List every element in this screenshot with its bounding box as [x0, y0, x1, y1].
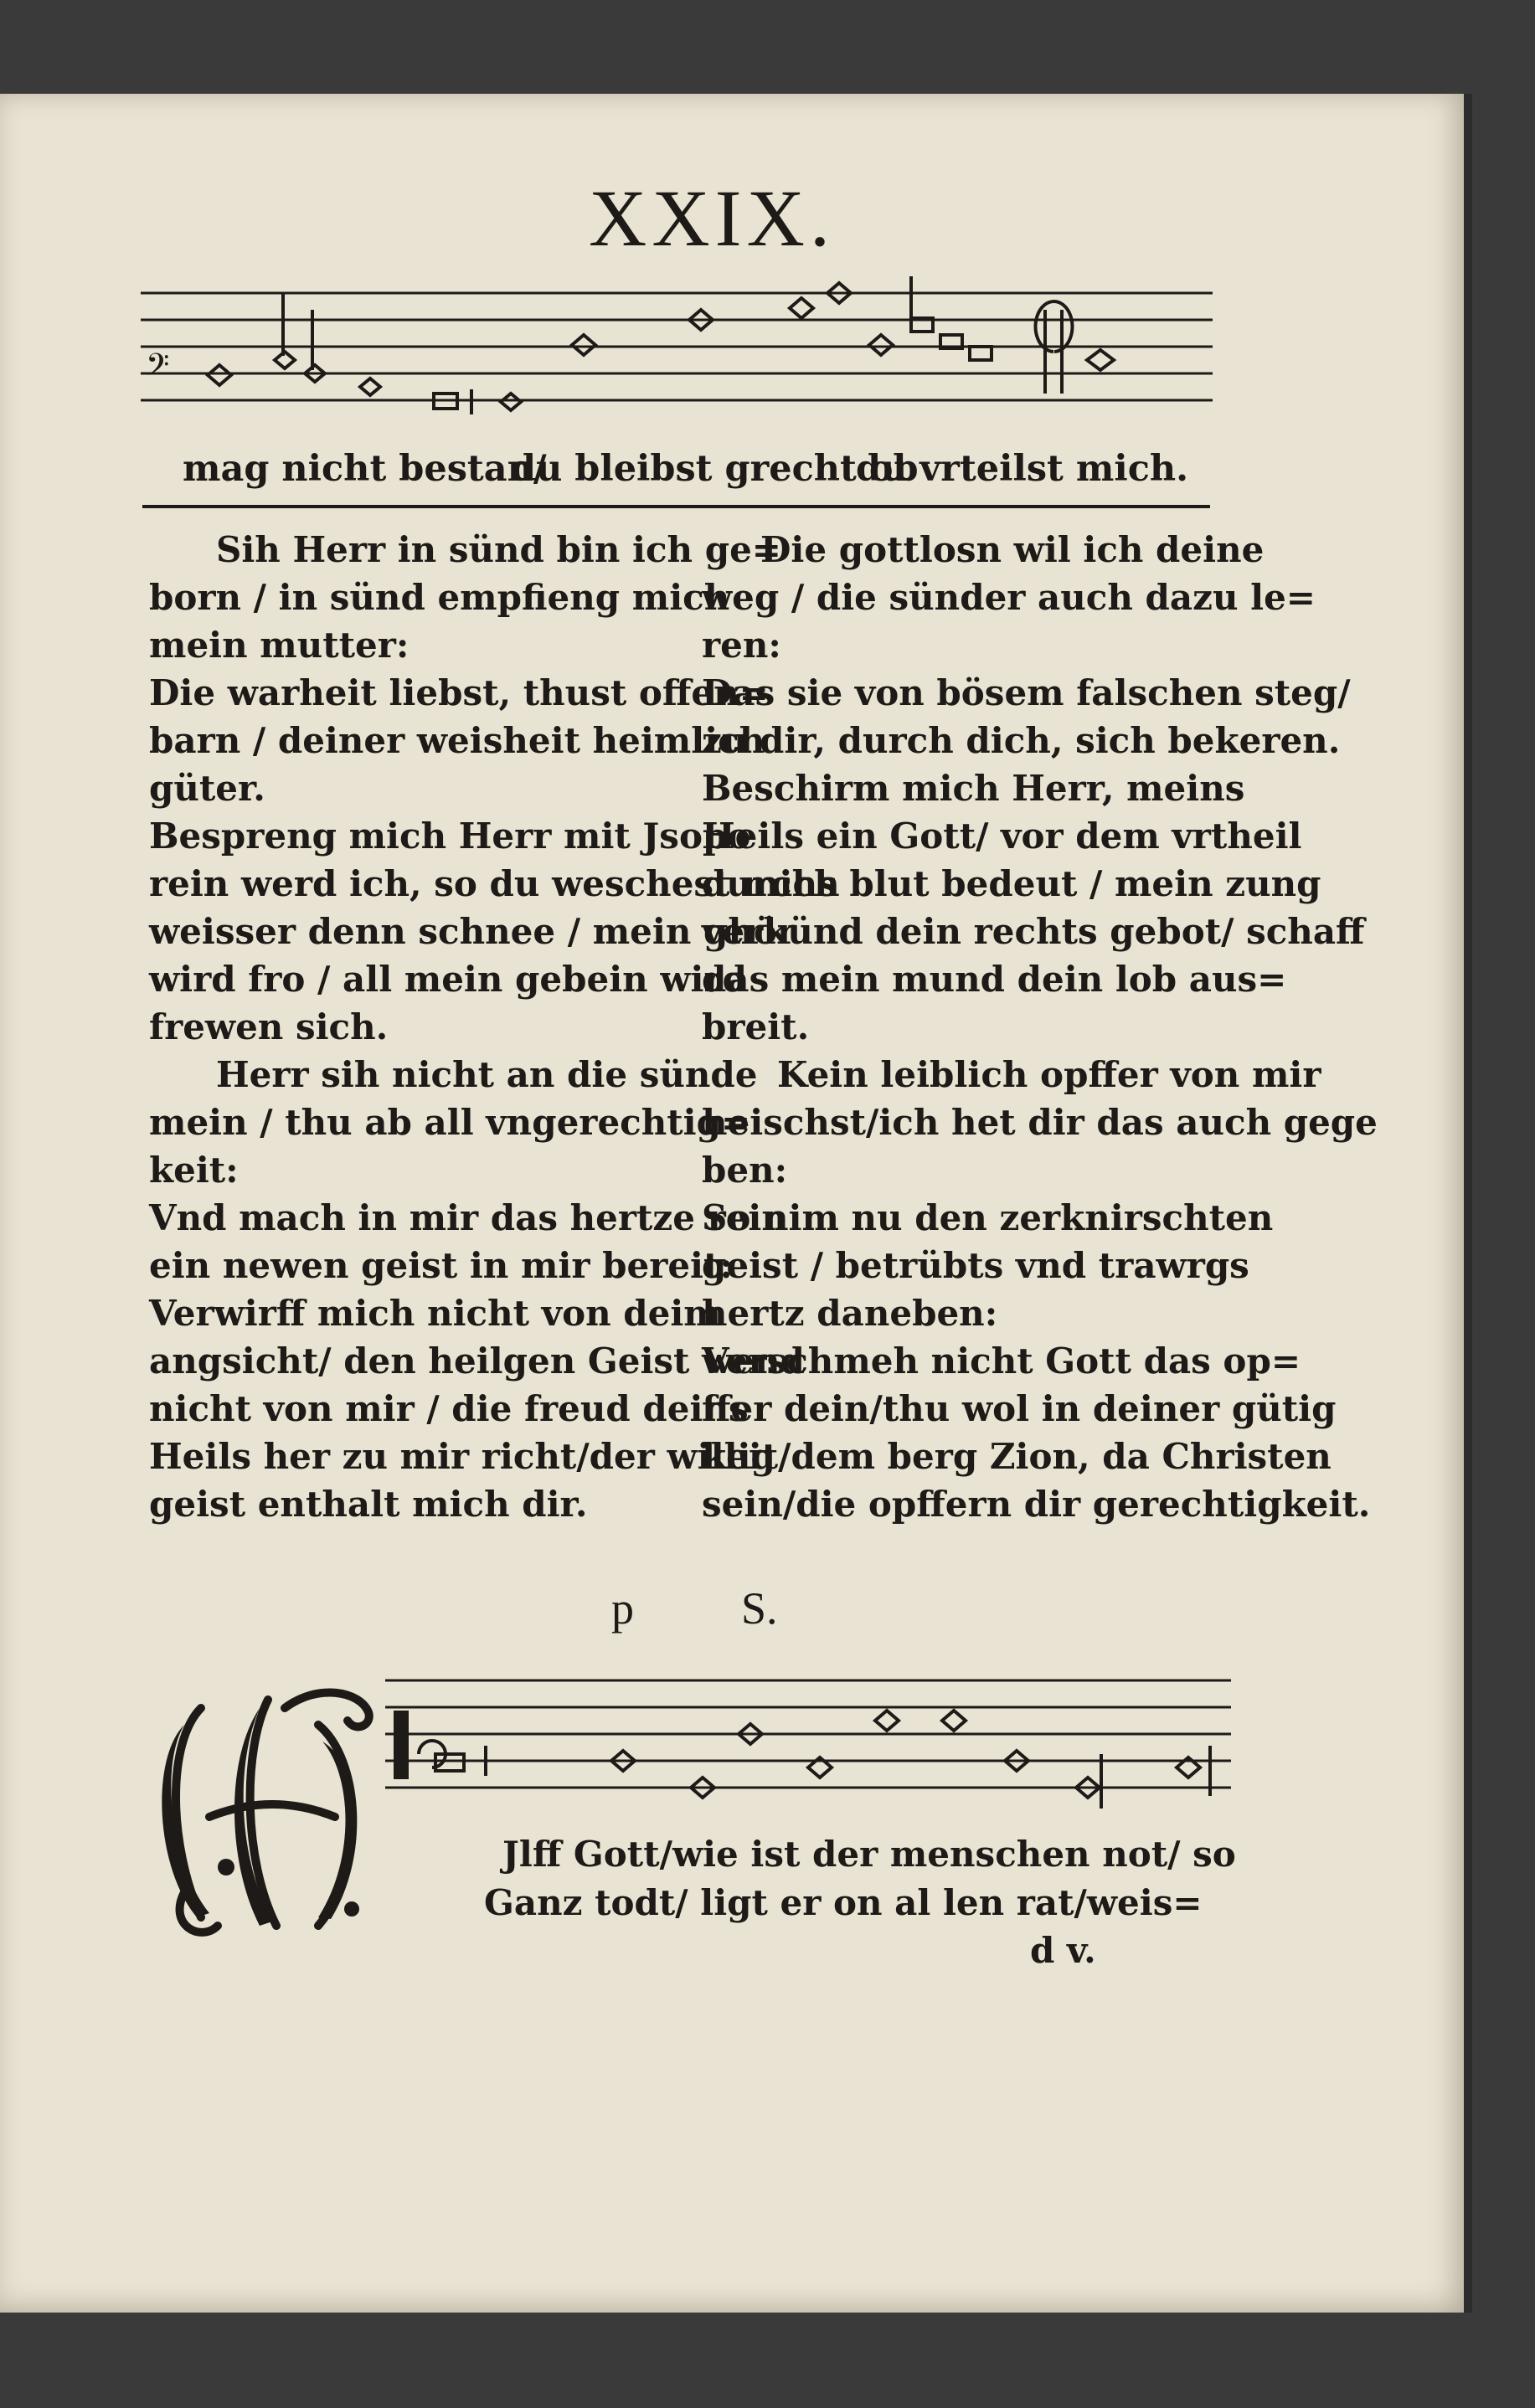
text-line: angsicht/ den heilgen Geist wend [149, 1340, 805, 1382]
text-line: wird fro / all mein gebein wird [149, 959, 747, 1000]
text-line: das mein mund dein lob aus= [702, 959, 1287, 1000]
text-line: barn / deiner weisheit heimlich [149, 720, 765, 761]
staff-1-underline [142, 505, 1210, 508]
hymn-heading-p: p [611, 1583, 634, 1634]
text-line: Das sie von bösem falschen steg/ [702, 672, 1351, 713]
text-line: zu dir, durch dich, sich bekeren. [702, 720, 1341, 761]
staff-2-lyric-3: d v. [1030, 1930, 1096, 1971]
staff-1-lyric-1: mag nicht bestan/ [183, 448, 547, 490]
page-edge [1464, 94, 1472, 2313]
music-staff-1 [141, 276, 1213, 435]
text-line: rein werd ich, so du weschest mich [149, 863, 840, 904]
music-staff-2 [385, 1662, 1231, 1821]
text-line: So nim nu den zerknirschten [702, 1197, 1274, 1238]
text-line: Bespreng mich Herr mit Jsopo [149, 816, 751, 857]
text-line: frewen sich. [149, 1006, 389, 1047]
text-line: heischst/ich het dir das auch gege [702, 1102, 1378, 1143]
text-line: Heils ein Gott/ vor dem vrtheil [702, 816, 1302, 857]
hymn-heading-s: S. [741, 1583, 778, 1634]
text-line: güter. [149, 768, 265, 809]
text-line: Beschirm mich Herr, meins [702, 768, 1245, 809]
text-line: born / in sünd empfieng mich [149, 577, 730, 618]
text-line: sein/die opffern dir gerechtigkeit. [702, 1484, 1371, 1525]
decorated-initial-h [151, 1675, 402, 1951]
text-line: Sih Herr in sünd bin ich ge= [216, 529, 781, 570]
text-line: mein / thu ab all vngerechtig= [149, 1102, 751, 1143]
staff-2-lyric-1: Jlff Gott/wie ist der menschen not/ so [502, 1834, 1236, 1875]
text-line: durchs blut bedeut / mein zung [702, 863, 1321, 904]
text-line: mein mutter: [149, 625, 410, 666]
text-line: Heils her zu mir richt/der willig [149, 1436, 775, 1477]
text-line: Kein leiblich opffer von mir [777, 1054, 1321, 1095]
staff-1-lyric-2: du bleibst grecht ob [511, 448, 919, 490]
text-line: ein newen geist in mir bereit: [149, 1245, 733, 1286]
text-line: weg / die sünder auch dazu le= [702, 577, 1316, 618]
right-text-column [702, 526, 1378, 1528]
text-line: weisser denn schnee / mein ghör [149, 911, 796, 952]
text-line: keit/dem berg Zion, da Christen [702, 1436, 1332, 1477]
text-line: Vnd mach in mir das hertze rein [149, 1197, 787, 1238]
text-line: geist / betrübts vnd trawrgs [702, 1245, 1249, 1286]
text-line: nicht von mir / die freud deins [149, 1388, 749, 1429]
text-line: keit: [149, 1150, 239, 1191]
text-line: ben: [702, 1150, 788, 1191]
text-line: Verwirff mich nicht von deim [149, 1293, 721, 1334]
text-line: hertz daneben: [702, 1293, 998, 1334]
staff-1-lyric-3: du vrteilst mich. [856, 448, 1189, 490]
staff-2-lyric-2: Ganz todt/ ligt er on al len rat/weis= [484, 1882, 1203, 1923]
text-line: geist enthalt mich dir. [149, 1484, 588, 1525]
text-line: verkünd dein rechts gebot/ schaff [702, 911, 1365, 952]
text-line: Herr sih nicht an die sünde [216, 1054, 758, 1095]
text-line: Die warheit liebst, thust offen= [149, 672, 769, 713]
text-line: Die gottlosn wil ich deine [760, 529, 1265, 570]
text-line: Verschmeh nicht Gott das op= [702, 1340, 1301, 1382]
folio-number: XXIX. [589, 173, 835, 263]
svg-text:𝄢: 𝄢 [146, 347, 170, 390]
text-line: ffer dein/thu wol in deiner gütig [702, 1388, 1337, 1429]
text-line: ren: [702, 625, 781, 666]
text-line: breit. [702, 1006, 810, 1047]
